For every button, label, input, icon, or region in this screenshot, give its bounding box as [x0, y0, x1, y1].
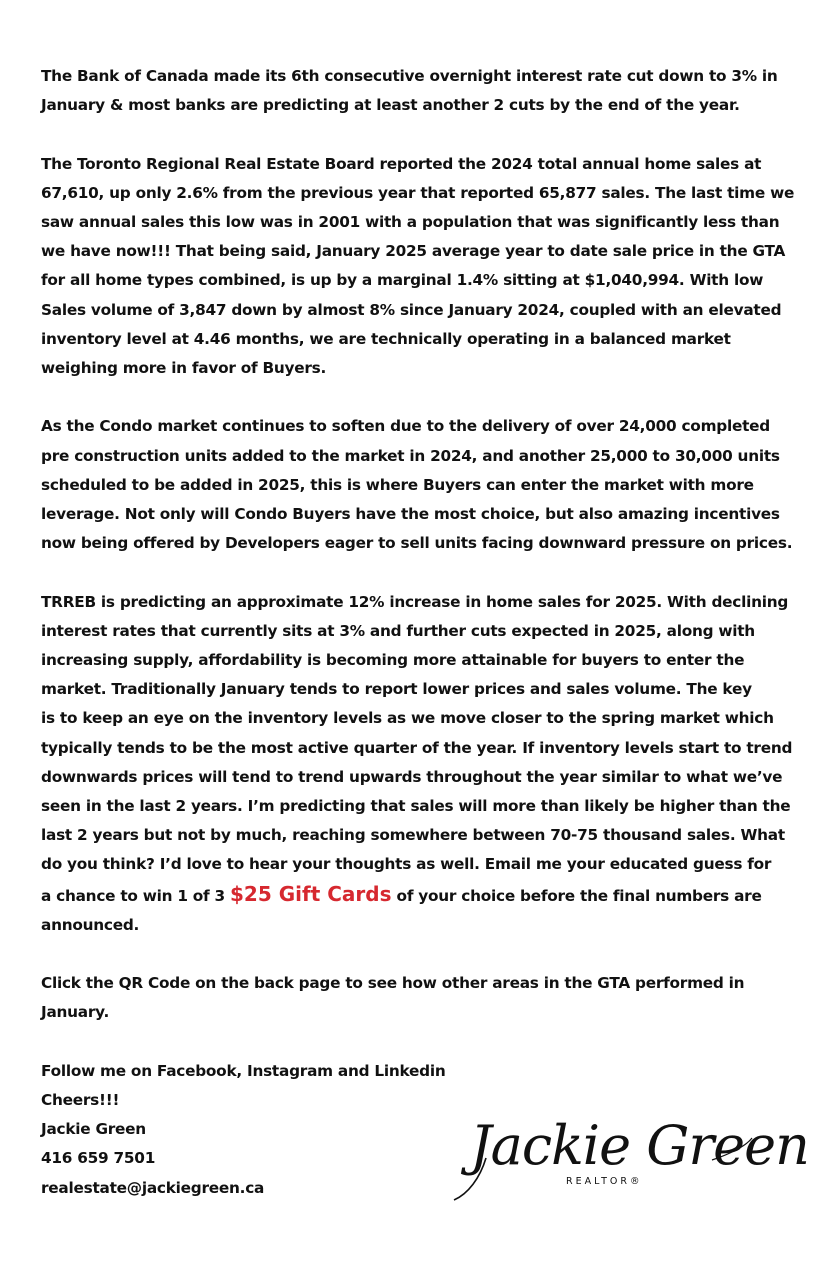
text-line: last 2 years but not by much, reaching somewhere between 70-75 thousand sales. What: [41, 826, 785, 845]
paragraph-condo-market: [41, 412, 793, 558]
text-line: increasing supply, affordability is becoming more attainable for buyers to enter the: [41, 651, 745, 670]
text-line: January & most banks are predicting at least another 2 cuts by the end of the year.: [41, 96, 740, 115]
text-line: is to keep an eye on the inventory levels as we move closer to the spring market which: [41, 709, 774, 728]
text-line: announced.: [41, 915, 140, 934]
contact-name: Jackie Green: [41, 1120, 146, 1139]
contact-email: realestate@jackiegreen.ca: [41, 1178, 265, 1197]
text-line: seen in the last 2 years. I’m predicting that sales will more than likely be higher than the: [41, 797, 791, 816]
text-line: January.: [41, 1003, 110, 1022]
text-line: The Bank of Canada made its 6th consecutive overnight interest rate cut down to 3% in: [41, 67, 778, 85]
text-line: market. Traditionally January tends to report lower prices and sales volume. The key: [41, 680, 752, 699]
contact-phone: 416 659 7501: [41, 1149, 156, 1168]
text-line: inventory level at 4.46 months, we are technically operating in a balanced market: [41, 329, 731, 348]
text-line: do you think? I’d love to hear your thoughts as well. Email me your educated guess for: [41, 855, 772, 874]
text-line: we have now!!! That being said, January 2025 average year to date sale price in the GTA: [41, 242, 786, 261]
text-line: The Toronto Regional Real Estate Board reported the 2024 total annual home sales at: [41, 154, 762, 173]
signature-logo: [450, 1098, 809, 1206]
text-line: Sales volume of 3,847 down by almost 8% since January 2024, coupled with an elevated: [41, 300, 782, 319]
prize-line: [41, 880, 786, 911]
text-line: downwards prices will tend to trend upwards throughout the year similar to what we’ve: [41, 767, 783, 786]
text-line: 67,610, up only 2.6% from the previous year that reported 65,877 sales. The last time we: [41, 183, 795, 202]
text-line: saw annual sales this low was in 2001 with a population that was significantly less than: [41, 213, 780, 231]
letter-body: [41, 62, 795, 1203]
text-line: for all home types combined, is up by a marginal 1.4% sitting at $1,040,994. With low: [41, 271, 764, 290]
gift-card-highlight: $25 Gift Cards: [230, 881, 392, 906]
text-line: Click the QR Code on the back page to see how other areas in the GTA performed in: [41, 974, 745, 993]
social-follow-text: Follow me on Facebook, Instagram and Linkedin: [41, 1061, 446, 1080]
text-line: TRREB is predicting an approximate 12% increase in home sales for 2025. With declining: [41, 592, 789, 611]
text-line: leverage. Not only will Condo Buyers have the most choice, but also amazing incentives: [41, 505, 780, 524]
prize-line-after: of your choice before the final numbers are: [391, 886, 762, 905]
realtor-label: REALTOR®: [566, 1176, 643, 1187]
text-line: interest rates that currently sits at 3% and further cuts expected in 2025, along with: [41, 621, 755, 640]
text-line: scheduled to be added in 2025, this is where Buyers can enter the market with more: [41, 475, 754, 494]
text-line: typically tends to be the most active quarter of the year. If inventory levels start to trend: [41, 738, 793, 757]
signature-script: Jackie Green: [470, 1114, 809, 1177]
paragraph-qr-code: [41, 969, 786, 1027]
paragraph-predictions: [41, 588, 793, 940]
text-line: now being offered by Developers eager to sell units facing downward pressure on prices.: [41, 534, 793, 553]
text-line: weighing more in favor of Buyers.: [41, 359, 327, 378]
prize-line-before: a chance to win 1 of 3: [41, 886, 231, 905]
paragraph-trreb-annual-sales: [41, 150, 795, 384]
sign-off: Cheers!!!: [41, 1091, 120, 1110]
text-line: pre construction units added to the market in 2024, and another 25,000 to 30,000 units: [41, 446, 780, 465]
text-line: As the Condo market continues to soften due to the delivery of over 24,000 completed: [41, 417, 770, 436]
paragraph-interest-rate: [41, 62, 786, 120]
